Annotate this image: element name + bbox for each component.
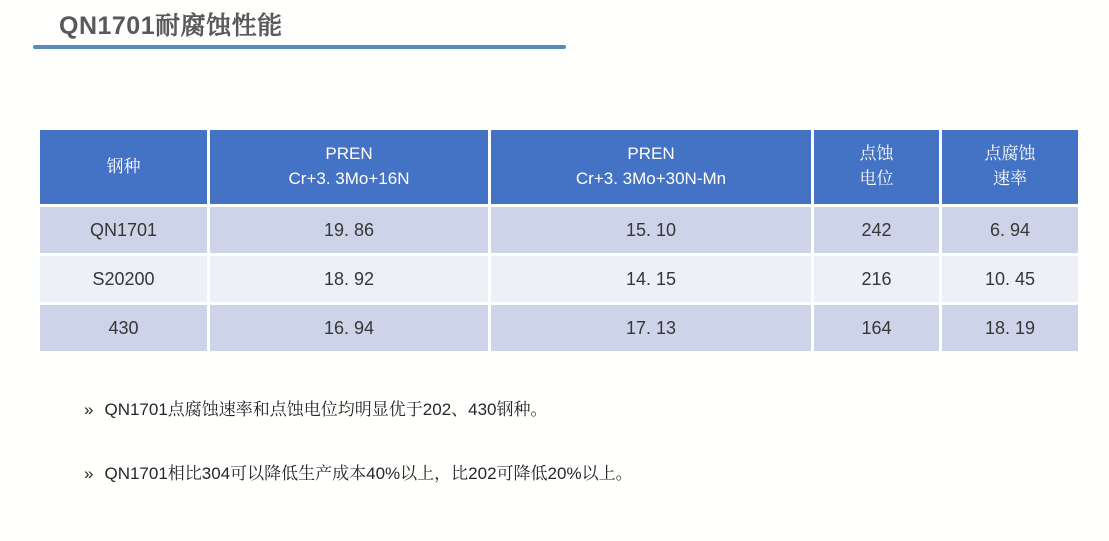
table-cell: QN1701 bbox=[40, 207, 207, 253]
bullet-item bbox=[84, 459, 633, 484]
title-underline bbox=[33, 45, 566, 49]
table-cell: 18. 19 bbox=[942, 305, 1078, 351]
header-line: 钢种 bbox=[106, 156, 141, 176]
header-line: Cr+3. 3Mo+16N bbox=[288, 169, 410, 188]
table-header-pren-30n-mn bbox=[491, 130, 811, 204]
bullet-marker: » bbox=[84, 464, 94, 483]
table-header-pren-16n bbox=[210, 130, 488, 204]
table-cell: 18. 92 bbox=[210, 256, 488, 302]
bullet-text: QN1701点腐蚀速率和点蚀电位均明显优于202、430钢种。 bbox=[104, 400, 548, 419]
table-cell: 242 bbox=[814, 207, 939, 253]
header-line: 电位 bbox=[859, 169, 894, 188]
table-header-steel-grade bbox=[40, 130, 207, 204]
bullet-item bbox=[84, 395, 548, 420]
header-line: Cr+3. 3Mo+30N-Mn bbox=[575, 169, 727, 188]
table-cell: 216 bbox=[814, 256, 939, 302]
bullet-text: QN1701相比304可以降低生产成本40%以上，比202可降低20%以上。 bbox=[104, 464, 633, 483]
header-line: 点腐蚀 bbox=[984, 144, 1036, 164]
table-header-pitting-rate bbox=[942, 130, 1078, 204]
table-cell: 430 bbox=[40, 305, 207, 351]
table-cell: 19. 86 bbox=[210, 207, 488, 253]
table-cell: S20200 bbox=[40, 256, 207, 302]
table-cell: 15. 10 bbox=[491, 207, 811, 253]
table-cell: 17. 13 bbox=[491, 305, 811, 351]
table-cell: 16. 94 bbox=[210, 305, 488, 351]
header-line: PREN bbox=[627, 144, 675, 164]
header-line: PREN bbox=[325, 144, 373, 164]
table-cell: 6. 94 bbox=[942, 207, 1078, 253]
bullet-marker: » bbox=[84, 400, 94, 419]
table-header-pitting-potential bbox=[814, 130, 939, 204]
header-line: 点蚀 bbox=[859, 144, 894, 164]
table-cell: 164 bbox=[814, 305, 939, 351]
table-cell: 14. 15 bbox=[491, 256, 811, 302]
header-line: 速率 bbox=[993, 169, 1027, 188]
page-title: QN1701耐腐蚀性能 bbox=[59, 12, 283, 40]
corrosion-table bbox=[40, 130, 1078, 351]
table-cell: 10. 45 bbox=[942, 256, 1078, 302]
